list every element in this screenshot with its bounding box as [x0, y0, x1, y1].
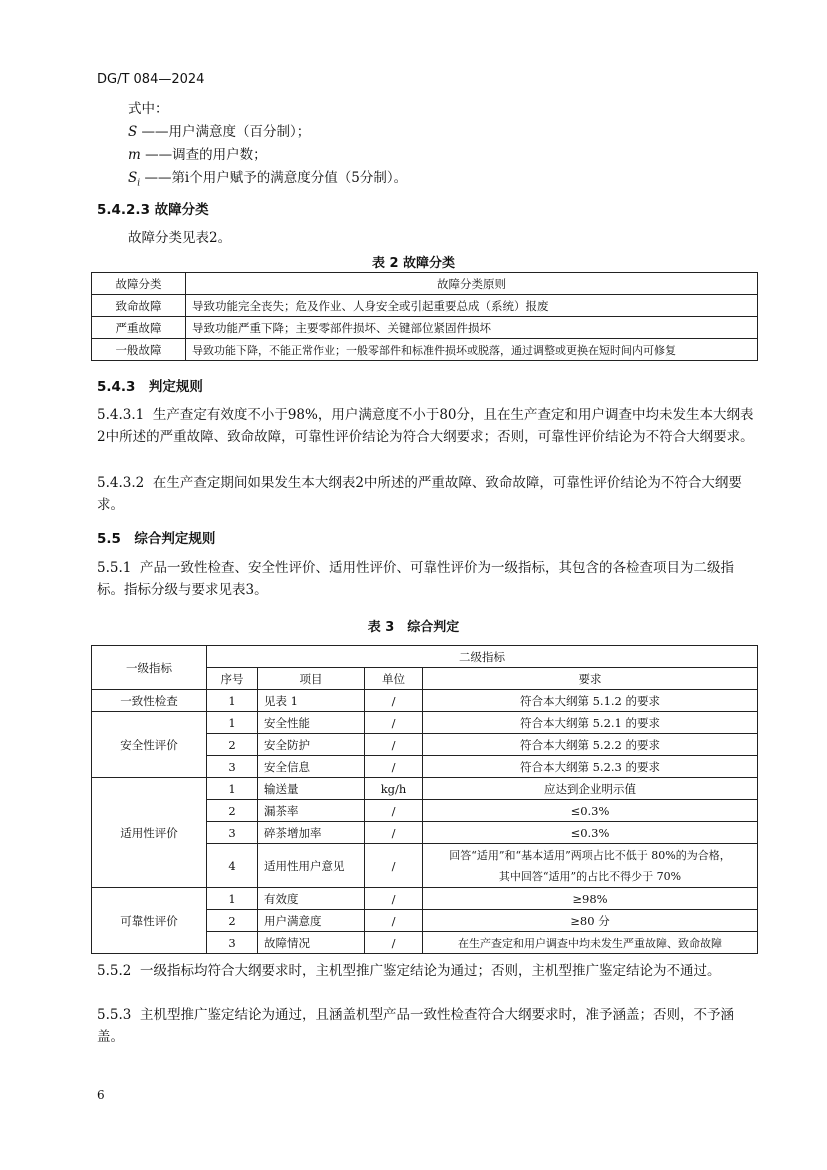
clause-text: 主机型推广鉴定结论为通过，且涵盖机型产品一致性检查符合大纲要求时，准予涵盖；否则，不予涵盖。 [97, 1007, 734, 1045]
table-cell: 导致功能完全丧失；危及作业、人身安全或引起重要总成（系统）报废 [186, 295, 758, 317]
table-row [92, 690, 758, 712]
table-header-cell: 单位 [365, 668, 423, 690]
table3-caption: 表 3 综合判定 [367, 620, 460, 635]
table-group-cell: 安全性评价 [92, 712, 207, 778]
clause-number: 5.5.1 [97, 560, 132, 576]
clause-text: 在生产查定期间如果发生本大纲表2中所述的严重故障、致命故障，可靠性评价结论为不符合大纲要求。 [97, 475, 742, 513]
legend-item-s [128, 121, 310, 143]
table-group-cell: 可靠性评价 [92, 888, 207, 954]
paragraph-551 [97, 557, 757, 601]
clause-text: 产品一致性检查、安全性评价、适用性评价、可靠性评价为一级指标，其包含的各检查项目为二级指标。指标分级与要求见表3。 [97, 560, 734, 598]
table2-caption: 表 2 故障分类 [371, 256, 456, 271]
table-cell: 见表 1 [258, 690, 365, 712]
table-cell: 故障情况 [258, 932, 365, 954]
table-cell: 应达到企业明示值 [423, 778, 758, 800]
table-group-cell: 一致性检查 [92, 690, 207, 712]
table-cell [423, 844, 758, 888]
requirement-line-2: 其中回答“适用”的占比不得少于 70% [498, 869, 682, 883]
table-cell: 1 [207, 690, 258, 712]
paragraph-553 [97, 1004, 757, 1048]
clause-text: 生产查定有效度不小于98%，用户满意度不小于80分，且在生产查定和用户调查中均未发生本大纲表2中所述的严重故障、致命故障，可靠性评价结论为符合大纲要求；否则，可靠性评价结论为不符合大纲要求。 [97, 407, 754, 445]
table-cell: 致命故障 [92, 295, 186, 317]
table-cell: 导致功能严重下降；主要零部件损坏、关键部位紧固件损坏 [186, 317, 758, 339]
table-cell: 符合本大纲第 5.1.2 的要求 [423, 690, 758, 712]
legend-text: ——第i个用户赋予的满意度分值（5分制）。 [144, 170, 408, 186]
table-group-cell: 适用性评价 [92, 778, 207, 888]
table-header-row [92, 646, 758, 668]
table-cell: 2 [207, 734, 258, 756]
table-cell: 一般故障 [92, 339, 186, 361]
table-header-cell: 一级指标 [92, 646, 207, 690]
table-cell: / [365, 910, 423, 932]
document-code: DG/T 084—2024 [97, 72, 205, 87]
table-cell: 有效度 [258, 888, 365, 910]
table-cell: 符合本大纲第 5.2.2 的要求 [423, 734, 758, 756]
section-heading-5423: 5.4.2.3 故障分类 [97, 202, 209, 218]
table-cell: ≥98% [423, 888, 758, 910]
table-cell: 碎茶增加率 [258, 822, 365, 844]
legend-symbol: m [128, 147, 141, 163]
legend-symbol: S [128, 124, 138, 140]
legend-symbol: S [128, 170, 138, 186]
table-cell: 在生产查定和用户调查中均未发生严重故障、致命故障 [423, 932, 758, 954]
table-cell: 1 [207, 712, 258, 734]
clause-number: 5.5.3 [97, 1007, 132, 1023]
table-header-cell: 故障分类原则 [186, 273, 758, 295]
legend-item-m [128, 144, 267, 166]
paragraph-5431 [97, 404, 757, 448]
table-cell: / [365, 932, 423, 954]
legend-text: ——用户满意度（百分制）； [141, 124, 311, 140]
table-cell: 用户满意度 [258, 910, 365, 932]
table-cell: 严重故障 [92, 317, 186, 339]
paragraph-5432 [97, 472, 757, 516]
legend-item-si [128, 167, 407, 195]
table-cell: ≤0.3% [423, 822, 758, 844]
table-row [92, 712, 758, 734]
clause-number: 5.4.3.1 [97, 407, 145, 423]
clause-number: 5.4.3.2 [97, 475, 145, 491]
section-heading-55: 5.5 综合判定规则 [97, 531, 216, 547]
legend-text: ——调查的用户数； [145, 147, 267, 163]
section-heading-543: 5.4.3 判定规则 [97, 379, 203, 395]
table-cell: ≥80 分 [423, 910, 758, 932]
table2-fault-classification [91, 272, 758, 361]
table-header-cell: 二级指标 [207, 646, 758, 668]
table-row [92, 295, 758, 317]
section-text-5423: 故障分类见表2。 [128, 230, 232, 246]
table-cell: / [365, 888, 423, 910]
table-cell: ≤0.3% [423, 800, 758, 822]
table-cell: 符合本大纲第 5.2.1 的要求 [423, 712, 758, 734]
table-cell: 导致功能下降，不能正常作业；一般零部件和标准件损坏或脱落，通过调整或更换在短时间内可修复 [186, 339, 758, 361]
table-cell: / [365, 800, 423, 822]
table-cell: / [365, 844, 423, 888]
table-header-cell: 项目 [258, 668, 365, 690]
table-cell: 1 [207, 778, 258, 800]
table-cell: 3 [207, 932, 258, 954]
table-cell: 4 [207, 844, 258, 888]
table-row [92, 888, 758, 910]
requirement-line-1: 回答“适用”和“基本适用”两项占比不低于 80%的为合格， [449, 848, 731, 862]
table-cell: 3 [207, 756, 258, 778]
table-cell: 输送量 [258, 778, 365, 800]
table-cell: / [365, 756, 423, 778]
table-cell: 2 [207, 800, 258, 822]
clause-number: 5.5.2 [97, 963, 132, 979]
table-cell: 3 [207, 822, 258, 844]
table-cell: kg/h [365, 778, 423, 800]
table-cell: / [365, 822, 423, 844]
table-cell: 安全信息 [258, 756, 365, 778]
table-cell: 漏茶率 [258, 800, 365, 822]
table-cell: 2 [207, 910, 258, 932]
table-header-cell: 故障分类 [92, 273, 186, 295]
legend-subscript: i [137, 178, 141, 189]
table-cell: 安全性能 [258, 712, 365, 734]
table3-comprehensive-judgment [91, 645, 758, 954]
table-cell: 适用性用户意见 [258, 844, 365, 888]
clause-text: 一级指标均符合大纲要求时，主机型推广鉴定结论为通过；否则，主机型推广鉴定结论为不通过。 [139, 963, 721, 979]
table-cell: / [365, 712, 423, 734]
table-cell: / [365, 690, 423, 712]
page-number: 6 [97, 1088, 105, 1102]
table-row [92, 317, 758, 339]
formula-legend-intro: 式中： [128, 101, 169, 117]
table-cell: 安全防护 [258, 734, 365, 756]
table-header-cell: 要求 [423, 668, 758, 690]
table-cell: 1 [207, 888, 258, 910]
table-header-row [92, 273, 758, 295]
table-cell: / [365, 734, 423, 756]
table-header-cell: 序号 [207, 668, 258, 690]
table-row [92, 778, 758, 800]
paragraph-552 [97, 960, 757, 982]
table-cell: 符合本大纲第 5.2.3 的要求 [423, 756, 758, 778]
table-row [92, 339, 758, 361]
